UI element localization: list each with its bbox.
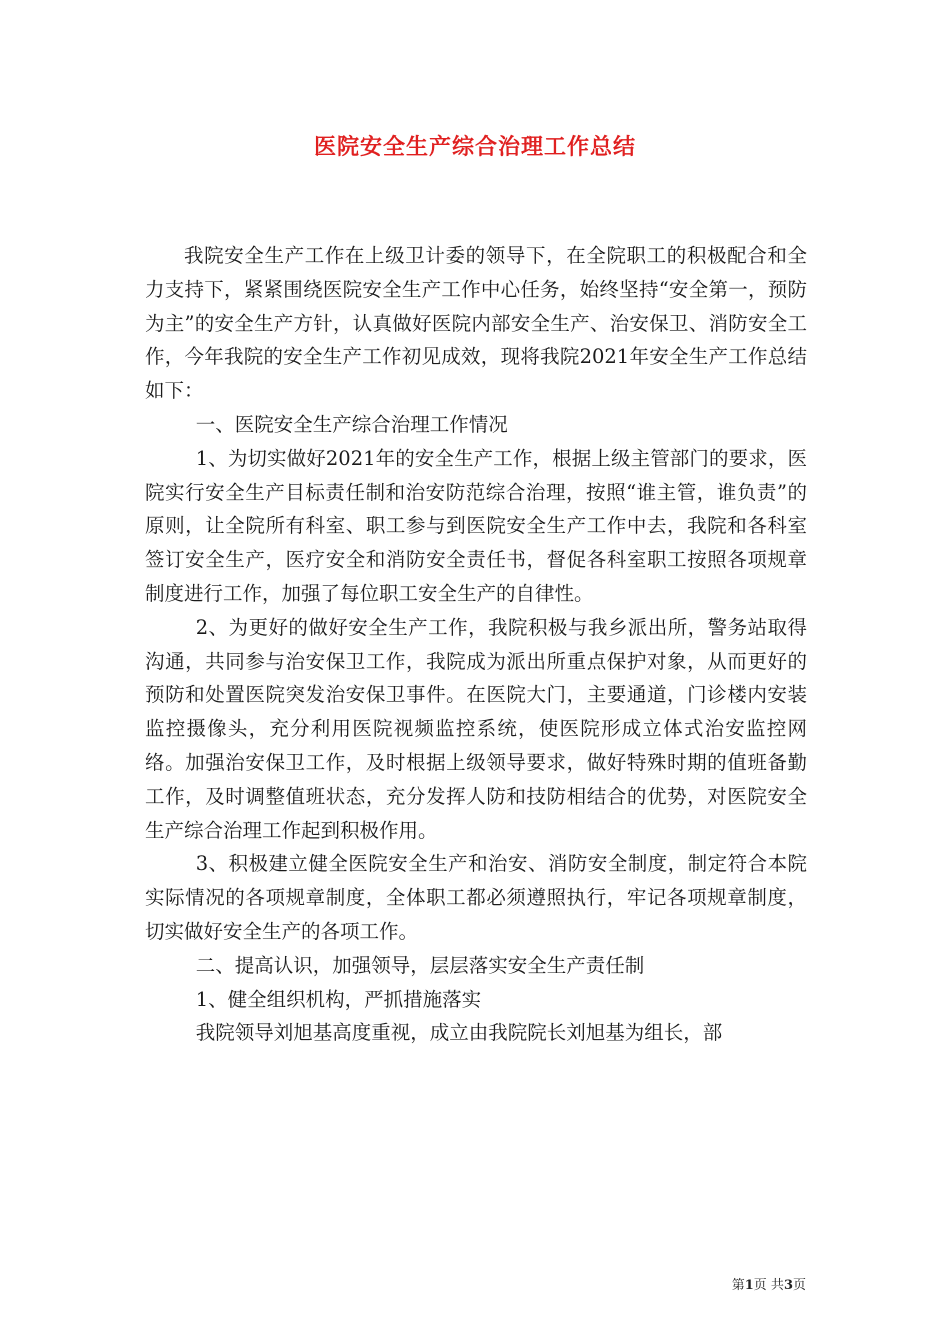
section-heading-1: 一、医院安全生产综合治理工作情况	[195, 412, 508, 436]
footer-middle: 页 共	[753, 1278, 784, 1293]
footer-suffix: 页	[792, 1278, 806, 1293]
footer-total-pages: 3	[783, 1278, 793, 1293]
paragraph-item-3: 3、积极建立健全医院安全生产和治安、消防安全制度，制定符合本院实际情况的各项规章制度，全体职工都必须遵照执行，牢记各项规章制度，切实做好安全生产的各项工作。	[145, 852, 807, 943]
paragraph-item-2: 2、为更好的做好安全生产工作，我院积极与我乡派出所，警务站取得沟通，共同参与治安保卫工作，我院成为派出所重点保护对象，从而更好的预防和处置医院突发治安保卫事件。在医院大门，主要通道，门诊楼内安装监控摄像头，充分利用医院视频监控系统，使医院形成立体式治安监控网络。加强治安保卫工作，及时根据上级领导要求，做好特殊时期的值班备勤工作，及时调整值班状态，充分发挥人防和技防相结合的优势，对医院安全生产综合治理工作起到积极作用。	[145, 615, 807, 842]
section-heading-2: 二、提高认识，加强领导，层层落实安全生产责任制	[195, 953, 645, 977]
subsection-heading-1: 1、健全组织机构，严抓措施落实	[195, 987, 482, 1011]
footer-prefix: 第	[731, 1278, 745, 1293]
page-number-footer	[732, 1277, 806, 1295]
footer-current-page: 1	[744, 1278, 754, 1293]
document-title: 医院安全生产综合治理工作总结	[313, 135, 636, 160]
paragraph-item-1: 1、为切实做好2021年的安全生产工作，根据上级主管部门的要求，医院实行安全生产目标责任制和治安防范综合治理，按照“谁主管，谁负责”的原则，让全院所有科室、职工参与到医院安全生产工作中去，我院和各科室签订安全生产，医疗安全和消防安全责任书，督促各科室职工按照各项规章制度进行工作，加强了每位职工安全生产的自律性。	[145, 446, 807, 605]
paragraph-leadership: 我院领导刘旭基高度重视，成立由我院院长刘旭基为组长，部	[195, 1021, 723, 1045]
paragraph-intro: 我院安全生产工作在上级卫计委的领导下，在全院职工的积极配合和全力支持下，紧紧围绕医院安全生产工作中心任务，始终坚持“安全第一，预防为主”的安全生产方针，认真做好医院内部安全生产、治安保卫、消防安全工作，今年我院的安全生产工作初见成效，现将我院2021年安全生产工作总结如下：	[145, 244, 807, 403]
document-body	[145, 239, 807, 1050]
